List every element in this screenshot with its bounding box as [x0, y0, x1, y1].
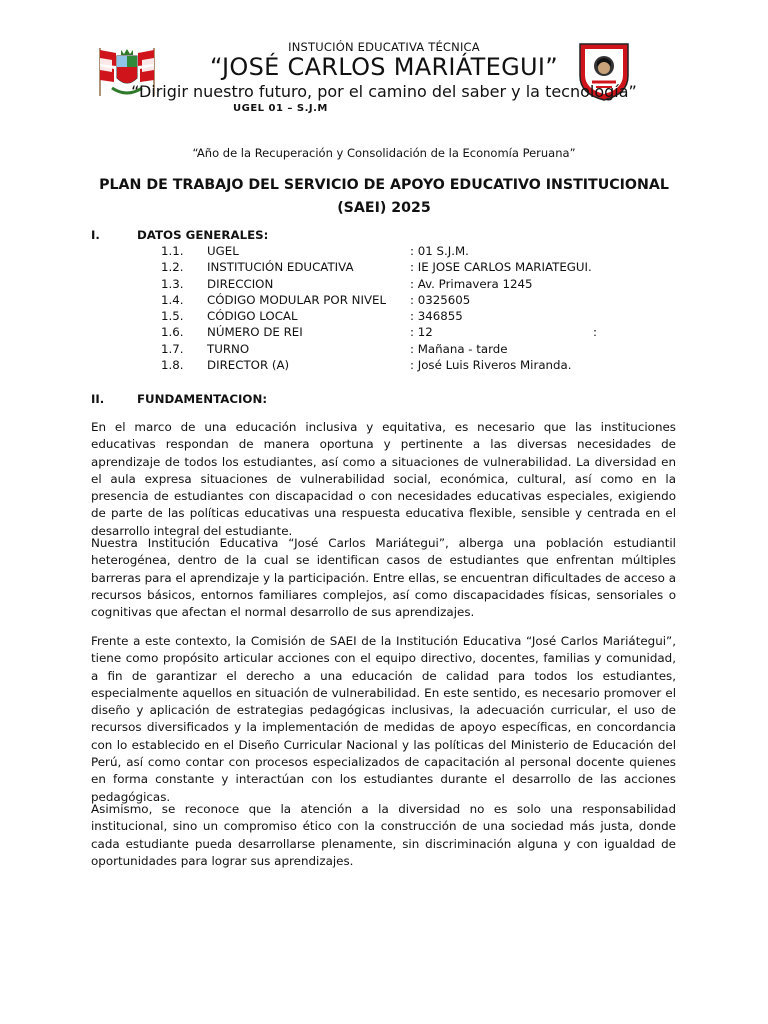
row-number: 1.3.: [161, 276, 184, 291]
row-value: : 12: [410, 325, 433, 340]
row-number: 1.1.: [161, 244, 184, 258]
row-label: CÓDIGO LOCAL: [207, 309, 298, 324]
row-number: 1.2.: [161, 260, 184, 275]
row-value: : Mañana - tarde: [410, 341, 508, 356]
section-label: FUNDAMENTACION:: [137, 392, 268, 406]
general-data-row: [0, 244, 768, 260]
general-data-row: [0, 293, 768, 309]
row-number: 1.6.: [161, 325, 184, 340]
school-name: “JOSÉ CARLOS MARIÁTEGUI”: [210, 53, 558, 81]
row-extra: :: [593, 325, 597, 340]
paragraph: Nuestra Institución Educativa “José Carlos Mariátegui”, alberga una población estudiantil heterogénea, dentro de la cual se identifican casos de estudiantes que enfrentan múltiples barreras para el aprendizaje y la participación. Entre ellas, se encuentran dificultades de acceso a recursos básicos, entornos familiares complejos, así como discapacidades físicas, sensoriales o cognitivas que afectan el normal desarrollo de sus aprendizajes.: [91, 536, 676, 620]
general-data-row: [0, 358, 768, 374]
row-value: : José Luis Riveros Miranda.: [410, 358, 572, 373]
row-label: UGEL: [207, 244, 239, 258]
row-value: : IE JOSE CARLOS MARIATEGUI.: [410, 260, 592, 275]
section-label: DATOS GENERALES:: [137, 228, 269, 242]
paragraph: Asimismo, se reconoce que la atención a la diversidad no es solo una responsabilidad institucional, sino un compromiso ético con la construcción de una sociedad más justa, donde cada estudiante pueda desarrollarse plenamente, sin discriminación alguna y con igualdad de oportunidades para lograr sus aprendizajes.: [91, 802, 676, 868]
row-value: : Av. Primavera 1245: [410, 276, 533, 291]
section-number: I.: [91, 228, 100, 242]
row-number: 1.4.: [161, 292, 184, 307]
section-heading-datos-generales: [0, 228, 768, 244]
general-data-row: [0, 309, 768, 325]
general-data-row: [0, 325, 768, 341]
general-data-row: [0, 260, 768, 276]
section-heading-fundamentacion: [0, 392, 768, 408]
general-data-row: [0, 277, 768, 293]
school-motto: “Dirigir nuestro futuro, por el camino del saber y la tecnología”: [131, 82, 637, 101]
row-number: 1.5.: [161, 309, 184, 324]
row-label: DIRECTOR (A): [207, 358, 290, 373]
row-number: 1.8.: [161, 358, 184, 373]
row-label: INSTITUCIÓN EDUCATIVA: [207, 260, 354, 275]
row-value: : 01 S.J.M.: [410, 244, 469, 258]
general-data-list: [0, 244, 768, 374]
paragraph: Frente a este contexto, la Comisión de SAEI de la Institución Educativa “José Carlos Mariátegui”, tiene como propósito articular acciones con el equipo directivo, docentes, familias y comunidad, a fin de garantizar el derecho a una educación de calidad para todos los estudiantes, especialmente aquellos en situación de vulnerabilidad. En este sentido, es necesario promover el diseño y aplicación de estrategias pedagógicas inclusivas, la adecuación curricular, el uso de recursos diversificados y la implementación de medidas de apoyo específicas, en concordancia con lo establecido en el Diseño Curricular Nacional y las políticas del Ministerio de Educación del Perú, así como contar con procesos especializados de capacitación al personal docente quienes en forma constante y interactúan con los estudiantes durante el desarrollo de las acciones pedagógicas.: [91, 634, 676, 804]
document-title-line-1: PLAN DE TRABAJO DEL SERVICIO DE APOYO EDUCATIVO INSTITUCIONAL: [99, 177, 669, 193]
general-data-row: [0, 342, 768, 358]
paragraph: En el marco de una educación inclusiva y equitativa, es necesario que las instituciones educativas respondan de manera oportuna y pertinente a las diversas necesidades de aprendizaje de todos los estudiantes, así como a situaciones de vulnerabilidad. La diversidad en el aula expresa situaciones de vulnerabilidad social, económica, cultural, así como en la presencia de estudiantes con discapacidad o con necesidades educativas especiales, exigiendo de parte de las políticas educativas una respuesta educativa flexible, sensible y centrada en el desarrollo integral del estudiante.: [91, 420, 676, 538]
ugel-label: UGEL 01 – S.J.M: [233, 103, 328, 114]
row-label: NÚMERO DE REI: [207, 325, 303, 340]
row-label: DIRECCION: [207, 276, 274, 291]
row-value: : 0325605: [410, 292, 471, 307]
document-title: [90, 174, 678, 220]
school-type: INSTUCIÓN EDUCATIVA TÉCNICA: [288, 40, 480, 54]
section-number: II.: [91, 392, 105, 406]
row-number: 1.7.: [161, 341, 184, 356]
year-name: “Año de la Recuperación y Consolidación de la Economía Peruana”: [192, 146, 576, 160]
row-label: CÓDIGO MODULAR POR NIVEL: [207, 292, 387, 307]
row-label: TURNO: [207, 341, 250, 356]
document-title-line-2: (SAEI) 2025: [337, 200, 431, 216]
row-value: : 346855: [410, 309, 463, 324]
